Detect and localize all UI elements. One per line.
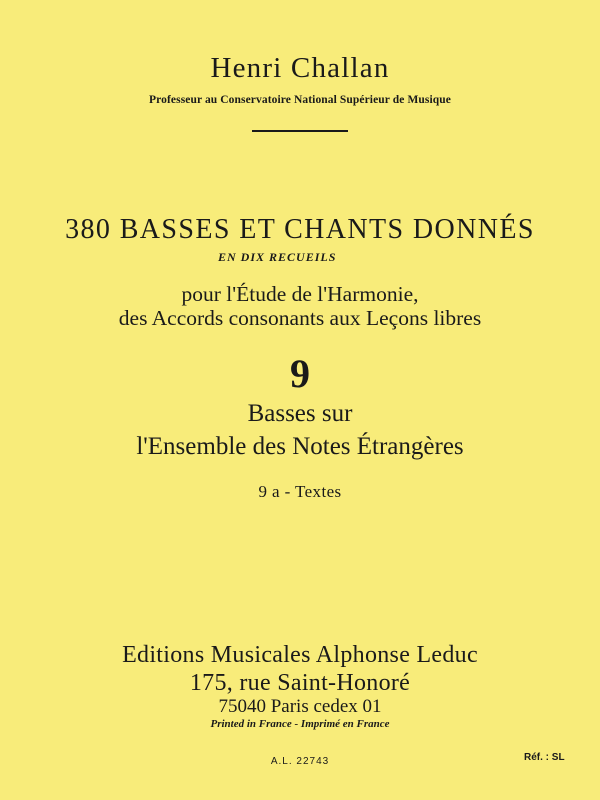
series-subtitle: EN DIX RECUEILS [218, 250, 337, 264]
purpose-line-2: des Accords consonants aux Leçons libres [118, 306, 482, 330]
series-title: 380 BASSES ET CHANTS DONNÉS [65, 214, 535, 245]
catalog-number: A.L. 22743 [270, 756, 330, 767]
publisher-name: Editions Musicales Alphonse Leduc [122, 642, 478, 668]
volume-number: 9 [290, 351, 310, 396]
reference-code: Réf. : SL [524, 752, 565, 763]
volume-title-line-2: l'Ensemble des Notes Étrangères [136, 433, 464, 460]
purpose-line-1: pour l'Étude de l'Harmonie, [181, 282, 419, 306]
publisher-street: 175, rue Saint-Honoré [189, 670, 411, 696]
author-role: Professeur au Conservatoire National Supérieur de Musique [149, 94, 451, 106]
printed-in-note: Printed in France - Imprimé en France [210, 718, 390, 730]
publisher-city: 75040 Paris cedex 01 [218, 696, 382, 717]
divider-rule [252, 130, 348, 132]
volume-title-line-1: Basses sur [247, 400, 353, 427]
volume-part: 9 a - Textes [258, 482, 342, 501]
author-name: Henri Challan [210, 52, 390, 84]
